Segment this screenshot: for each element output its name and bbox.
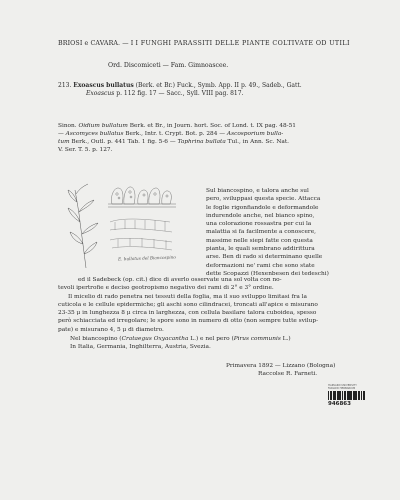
description-side-column xyxy=(206,187,356,278)
species-ref-rest: p. 112 fig. 17 — Sacc., Syll. VIII pag. 817. xyxy=(116,90,244,97)
taxonomic-order xyxy=(108,62,348,70)
species-authority: (Berk. et Br.) Fuck., Symb. App. II p. 49., Sadeb., Gatt. xyxy=(135,82,302,89)
species-ref-genus: Exoascus xyxy=(86,90,115,97)
description-line: pianta, le quali sembrano addirittura xyxy=(206,246,315,253)
host-2-name: Pirus communis xyxy=(233,336,281,342)
description-line: malattia si fa facilmente a conoscere, xyxy=(206,229,316,236)
order-dash: — xyxy=(162,62,169,69)
description-line: Il micelio di rado penetra nei tessuti della foglia, ma il suo sviluppo limitasi fra la xyxy=(68,293,307,300)
collection-info xyxy=(226,362,376,378)
description-line: deformazioni ne' rami che sono state xyxy=(206,262,315,269)
description-line: pate) e misurano 4, 5 μ di diametro. xyxy=(58,326,164,333)
description-line: Sul biancospino, e talora anche sul xyxy=(206,188,309,194)
description-line: una colorazione rossastra per cui la xyxy=(206,221,312,228)
synonym-4-name: Taphrina bullata xyxy=(177,139,226,145)
description-line: dette Scopazzi (Hexenbesen dei tedeschi) xyxy=(206,270,329,277)
distribution-countries: In Italia, Germania, Inghilterra, Austria, Svezia. xyxy=(70,344,211,350)
leaf-branch xyxy=(68,184,98,268)
barcode-label xyxy=(328,384,370,414)
synonyms-label: Sinon. xyxy=(58,123,77,129)
description-line: massime nelle siepi fatte con questa xyxy=(206,237,313,244)
authors: BRIOSI e CAVARA. xyxy=(58,40,121,47)
description-line: cuticola e le cellule epidermiche; gli aschi sono cilindracei, troncati all'apice e misurano xyxy=(58,301,318,308)
species-entry xyxy=(58,82,348,98)
synonym-3-ref: Berk., Outl. p. 441 Tab. 1 fig. 5-6 xyxy=(71,139,168,145)
synonyms-block: Sinon. Oidium bullatum Berk. et Br., in Journ. hort. Soc. of Lond. t. IX pag. 48-51 — Ascomyces bullatus Berk., Intr. t. Crypt. Bot. p. 284 — Ascosporium bulla- tum Berk., Outl. p. 441 Tab. 1 fig. 5-6 — Taphrina bullata Tul., in Ann. Sc. Nat. V. Ser. T. 5. p. 127. xyxy=(58,123,296,153)
tissue-section xyxy=(110,219,172,250)
description-line: pero, sviluppasi questa specie. Attacca xyxy=(206,196,321,203)
barcode-number: 946863 xyxy=(328,401,351,407)
synonym-3-name-end: tum xyxy=(58,139,70,145)
barcode-bars xyxy=(328,391,370,400)
figure-caption: E. bullatus del Biancospino xyxy=(117,254,176,262)
header-dash: — xyxy=(122,40,129,47)
synonym-1-name: Oidium bullatum xyxy=(78,123,128,129)
host-locality-block xyxy=(70,335,360,351)
synonym-4-ref: Tul., in Ann. Sc. Nat. xyxy=(227,139,290,145)
description-line: ed il Sadebeck (op. cit.) dice di averlo osservate una sol volta con no- xyxy=(78,277,282,283)
synonym-2-ref: Berk., Intr. t. Crypt. Bot. p. 284 — xyxy=(125,131,226,137)
series-title: I FUNGHI PARASSITI DELLE PIANTE COLTIVATE OD UTILI xyxy=(135,40,350,47)
host-1-name: Crataegus Oxyacantha xyxy=(121,336,189,342)
synonym-2-name: Ascomyces bullatus xyxy=(65,131,124,137)
order-label: Ord. Discomiceti xyxy=(108,62,161,69)
synonym-1-ref: Berk. et Br., in Journ. hort. Soc. of Lond. t. IX pag. 48-51 xyxy=(129,123,296,129)
collection-date-place: Primavera 1892 — Lizzano (Bologna) xyxy=(226,363,336,369)
description-line: le foglie rigonfiandole e deformandole xyxy=(206,204,319,211)
collector-name: Raccolse R. Farneti. xyxy=(258,371,318,377)
family-label: Fam. Gimnoascee. xyxy=(170,62,229,69)
series-header xyxy=(58,40,378,48)
species-name: Exoascus bullatus xyxy=(73,82,134,89)
description-line: 23-35 μ in lunghezza 8 μ circa in larghezza, con cellula basilare talora cuboidea, spesso xyxy=(58,310,317,317)
series-number: I xyxy=(130,40,134,47)
hosts-suffix: L.) xyxy=(282,336,291,342)
description-line: però schiacciata ed irregolare; le spore sono in numero di otto (non sempre tutte svilup- xyxy=(58,318,319,325)
species-number: 213. xyxy=(58,82,72,89)
description-line: arse. Ben di rado si determinano quelle xyxy=(206,254,323,261)
asci-drawing xyxy=(108,187,176,207)
barcode-institution: HARVARD UNIVERSITY xyxy=(328,384,357,387)
hosts-mid: L.) e nel pero ( xyxy=(190,336,234,342)
synonym-3-name: Ascosporium bulla- xyxy=(226,131,284,137)
synonym-4-ref-end: V. Ser. T. 5. p. 127. xyxy=(58,147,113,153)
description-line: tevoli ipertrofie e deciso geotropismo negativo dei rami di 2° e 3° ordine. xyxy=(58,285,274,292)
description-line: indurendole anche, nel bianco spino, xyxy=(206,212,315,219)
hosts-prefix: Nel biancospino ( xyxy=(70,336,122,342)
description-full-width xyxy=(58,276,356,334)
barcode-herbarium: FARLOW HERBARIUM xyxy=(328,387,356,390)
